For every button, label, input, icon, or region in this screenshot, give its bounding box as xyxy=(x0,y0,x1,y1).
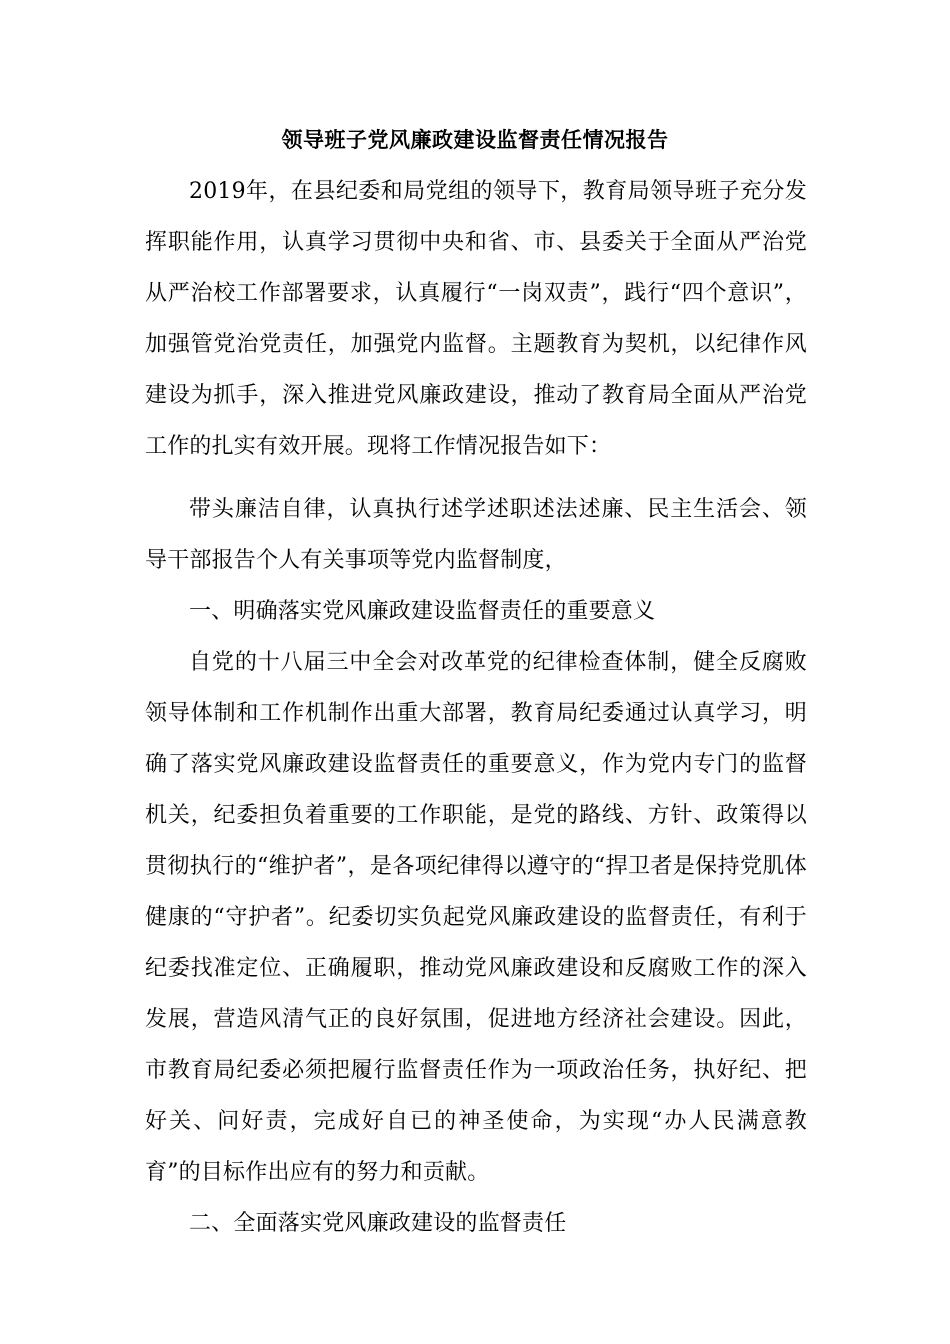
paragraph-intro: 2019年，在县纪委和局党组的领导下，教育局领导班子充分发挥职能作用，认真学习贯彻中央和省、市、县委关于全面从严治党从严治校工作部署要求，认真履行“一岗双责”，践行“四个意识”，加强管党治党责任，加强党内监督。主题教育为契机，以纪律作风建设为抓手，深入推进党风廉政建设，推动了教育局全面从严治党工作的扎实有效开展。现将工作情况报告如下： xyxy=(145,179,807,459)
document-title: 领导班子党风廉政建设监督责任情况报告 xyxy=(281,128,669,152)
section-heading-1: 一、明确落实党风廉政建设监督责任的重要意义 xyxy=(189,599,656,624)
section-heading-2: 二、全面落实党风廉政建设的监督责任 xyxy=(189,1211,567,1236)
document-body xyxy=(145,166,807,1249)
paragraph-significance: 自党的十八届三中全会对改革党的纪律检查体制，健全反腐败领导体制和工作机制作出重大部署，教育局纪委通过认真学习，明确了落实党风廉政建设监督责任的重要意义，作为党内专门的监督机关，纪委担负着重要的工作职能，是党的路线、方针、政策得以贯彻执行的“维护者”，是各项纪律得以遵守的“捍卫者是保持党肌体健康的“守护者”。纪委切实负起党风廉政建设的监督责任，有利于纪委找准定位、正确履职，推动党风廉政建设和反腐败工作的深入发展，营造风清气正的良好氛围，促进地方经济社会建设。因此，市教育局纪委必须把履行监督责任作为一项政治任务，执好纪、把好关、问好责，完成好自已的神圣使命，为实现“办人民满意教育”的目标作出应有的努力和贡献。 xyxy=(145,650,807,1185)
paragraph-self-discipline: 带头廉洁自律，认真执行述学述职述法述廉、民主生活会、领导干部报告个人有关事项等党内监督制度， xyxy=(145,497,807,573)
